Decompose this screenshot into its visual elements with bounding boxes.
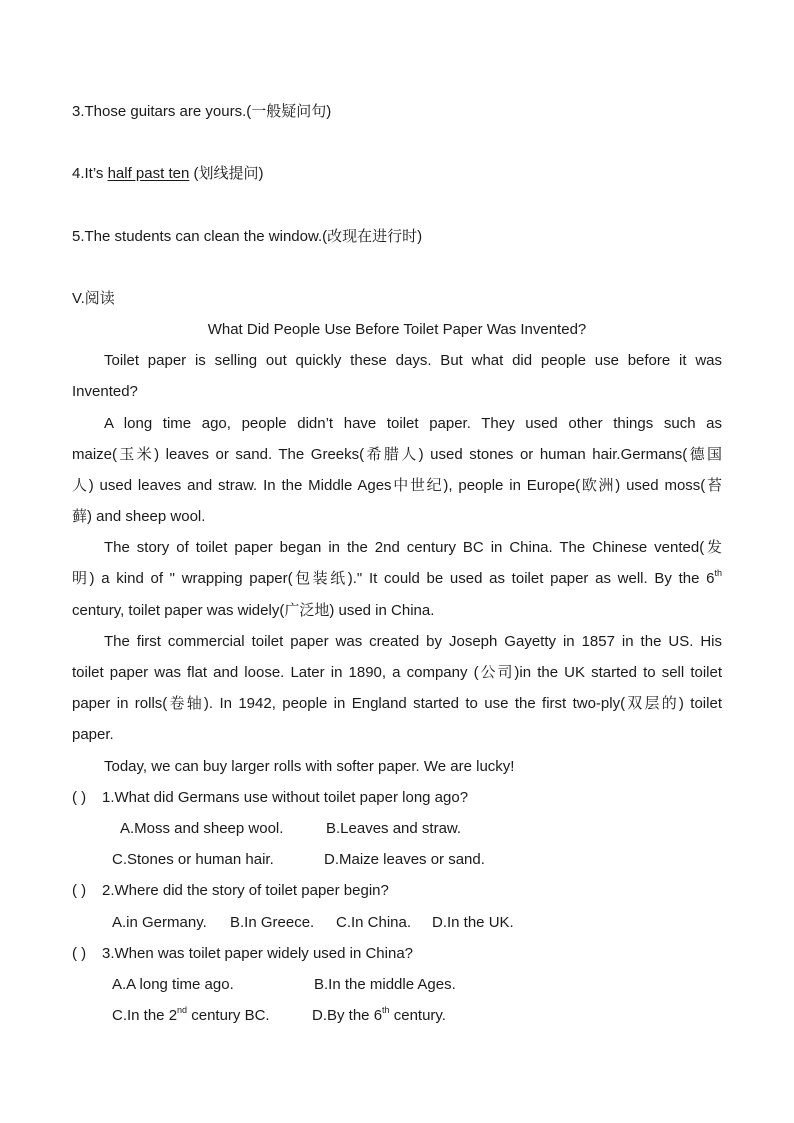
passage-p4-line2: toilet paper was flat and loose. Later in 1890, a company (公司)in the UK started to sell toilet xyxy=(72,664,722,681)
option-c-text: C.In the 2 xyxy=(112,1007,178,1024)
passage-p2-line3: 人) used leaves and straw. In the Middle Ages中世纪), people in Europe(欧洲) used moss(苔 xyxy=(72,477,722,494)
passage-p1-line2: Invented? xyxy=(72,383,138,400)
exercise-3: 3.Those guitars are yours.(一般疑问句) xyxy=(72,103,332,120)
passage-p4-line1: The first commercial toilet paper was created by Joseph Gayetty in 1857 in the US. His xyxy=(104,633,722,650)
passage-p1-line1: Toilet paper is selling out quickly these days. But what did people use before it was xyxy=(104,352,722,369)
exercise-4 xyxy=(72,164,263,184)
section-heading: V.阅读 xyxy=(72,290,115,307)
passage-p3-line2-text: 明) a kind of " wrapping paper(包装纸)." It could be used as toilet paper as well. By the 6 xyxy=(72,570,715,587)
exercise-4-prefix: 4.It’s xyxy=(72,165,108,182)
question-1 xyxy=(72,788,468,808)
passage-p2-line1: A long time ago, people didn’t have toilet paper. They used other things such as xyxy=(104,415,722,432)
question-3 xyxy=(72,944,413,964)
question-2-option-c: C.In China. xyxy=(336,914,412,931)
question-1-option-d: D.Maize leaves or sand. xyxy=(324,851,485,868)
question-1-option-a: A.Moss and sheep wool. xyxy=(120,820,284,837)
option-d-text: D.By the 6 xyxy=(312,1007,383,1024)
passage-p5: Today, we can buy larger rolls with softer paper. We are lucky! xyxy=(104,758,515,775)
passage-title: What Did People Use Before Toilet Paper Was Invented? xyxy=(207,321,587,338)
answer-blank-1[interactable]: ( ) xyxy=(72,789,87,806)
exercise-4-underlined: half past ten xyxy=(107,165,190,182)
question-2-stem: 2.Where did the story of toilet paper begin? xyxy=(102,882,389,899)
question-1-option-c: C.Stones or human hair. xyxy=(112,851,274,868)
answer-blank-3[interactable]: ( ) xyxy=(72,945,87,962)
option-c-text-end: century BC. xyxy=(187,1007,270,1024)
passage-p4-line3: paper in rolls(卷轴). In 1942, people in England started to use the first two-ply(双层的) toilet xyxy=(72,695,722,712)
superscript-nd: nd xyxy=(177,1005,188,1015)
answer-blank-2[interactable]: ( ) xyxy=(72,882,87,899)
superscript-th: th xyxy=(714,568,722,578)
question-3-option-b: B.In the middle Ages. xyxy=(314,976,456,993)
question-3-option-d xyxy=(312,1006,446,1026)
question-1-option-b: B.Leaves and straw. xyxy=(326,820,462,837)
superscript-th-2: th xyxy=(382,1005,390,1015)
passage-p2-line4: 藓) and sheep wool. xyxy=(72,508,206,525)
passage-p2-line2: maize(玉米) leaves or sand. The Greeks(希腊人) used stones or human hair.Germans(德国 xyxy=(72,446,722,463)
exercise-4-suffix: (划线提问) xyxy=(189,165,264,182)
question-2-option-a: A.in Germany. xyxy=(112,914,207,931)
question-3-option-c xyxy=(112,1006,270,1026)
question-1-stem: 1.What did Germans use without toilet paper long ago? xyxy=(102,789,469,806)
question-2 xyxy=(72,881,389,901)
question-2-option-b: B.In Greece. xyxy=(230,914,315,931)
passage-p3-line3: century, toilet paper was widely(广泛地) used in China. xyxy=(72,602,435,619)
option-d-text-end: century. xyxy=(389,1007,446,1024)
exercise-5: 5.The students can clean the window.(改现在进行时) xyxy=(72,228,423,245)
question-3-stem: 3.When was toilet paper widely used in China? xyxy=(102,945,414,962)
question-2-option-d: D.In the UK. xyxy=(432,914,514,931)
question-3-option-a: A.A long time ago. xyxy=(112,976,234,993)
passage-p3-line2 xyxy=(72,569,722,589)
passage-p4-line4: paper. xyxy=(72,726,114,743)
passage-p3-line1: The story of toilet paper began in the 2nd century BC in China. The Chinese vented(发 xyxy=(104,539,722,556)
